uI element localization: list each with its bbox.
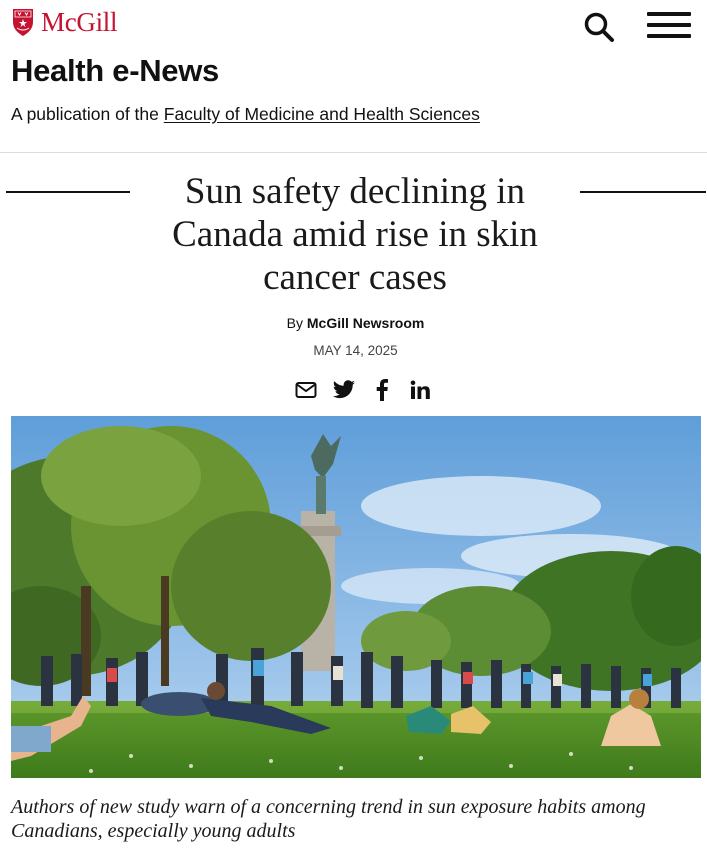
linkedin-icon <box>410 380 430 400</box>
image-caption: Authors of new study warn of a concerning trend in sun exposure habits among Canadians, especially young adults <box>11 796 646 842</box>
share-linkedin-button[interactable] <box>401 378 439 402</box>
park-crowd-photo <box>11 416 701 778</box>
twitter-icon <box>332 380 356 400</box>
tagline <box>11 103 480 125</box>
mcgill-logo[interactable] <box>11 7 117 37</box>
logo-wordmark: McGill <box>41 7 118 37</box>
faculty-link[interactable]: Faculty of Medicine and Health Sciences <box>163 104 480 124</box>
hamburger-menu-icon <box>647 23 691 27</box>
menu-button[interactable] <box>647 12 693 40</box>
email-icon <box>295 381 317 399</box>
mcgill-crest-icon <box>11 7 35 37</box>
site-header <box>0 0 707 153</box>
site-title[interactable]: Health e-News <box>11 53 219 88</box>
hero-image <box>11 416 701 778</box>
tagline-prefix: A publication of the <box>11 104 164 124</box>
byline <box>0 315 707 331</box>
headline-rule-left <box>6 191 130 193</box>
search-icon <box>582 10 616 44</box>
hamburger-menu-icon <box>647 34 691 38</box>
share-bar <box>287 378 439 402</box>
article-headline: Sun safety declining in Canada amid rise in skin cancer cases <box>172 171 538 298</box>
byline-prefix: By <box>286 315 307 331</box>
hamburger-menu-icon <box>647 12 691 16</box>
facebook-icon <box>375 379 389 401</box>
share-twitter-button[interactable] <box>325 378 363 402</box>
search-button[interactable] <box>582 10 616 44</box>
share-email-button[interactable] <box>287 378 325 402</box>
publish-date: MAY 14, 2025 <box>313 343 398 358</box>
share-facebook-button[interactable] <box>363 378 401 402</box>
author-name: McGill Newsroom <box>306 315 425 331</box>
headline-rule-right <box>580 191 706 193</box>
